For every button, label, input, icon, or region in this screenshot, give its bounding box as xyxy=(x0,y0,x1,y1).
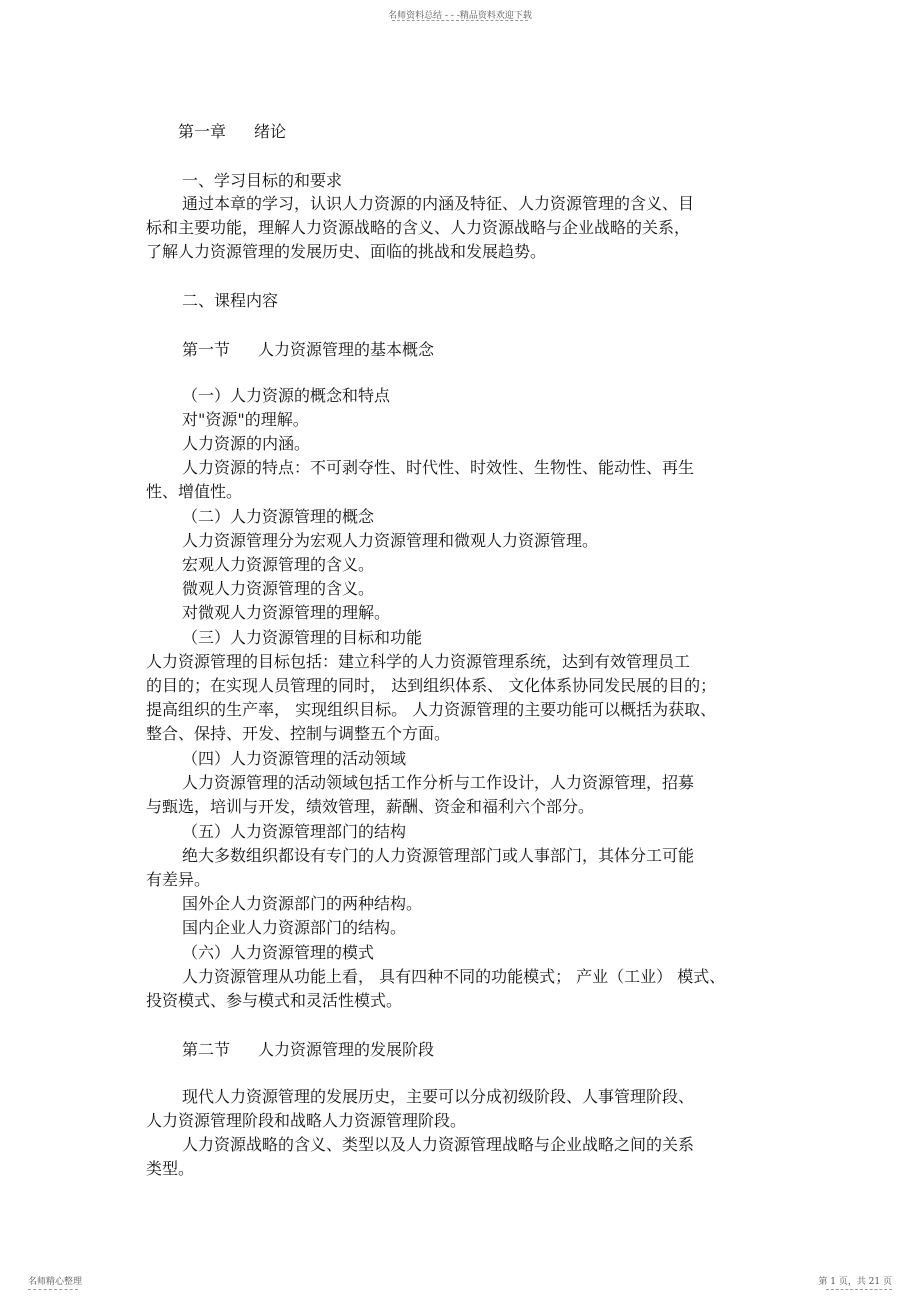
paragraph-line: 与甄选，培训与开发，绩效管理，薪酬、资金和福利六个部分。 xyxy=(146,797,595,816)
chapter-label: 第一章 xyxy=(178,122,227,141)
paragraph-line: 通过本章的学习，认识人力资源的内涵及特征、人力资源管理的含义、目 xyxy=(182,194,695,213)
paragraph-line: 标和主要功能，理解人力资源战略的含义、人力资源战略与企业战略的关系， xyxy=(146,218,691,237)
header-divider xyxy=(392,20,528,21)
paragraph-line: 人力资源管理分为宏观人力资源管理和微观人力资源管理。 xyxy=(182,531,599,550)
page-number: 第 1 页，共 21 页 xyxy=(818,1277,892,1287)
footer-left-divider xyxy=(28,1289,78,1290)
subheading-1: （一）人力资源的概念和特点 xyxy=(182,386,391,405)
paragraph-line: 整合、保持、开发、控制与调整五个方面。 xyxy=(146,724,451,743)
paragraph-line: 人力资源管理从功能上看， 具有四种不同的功能模式； 产业（工业） 模式、 xyxy=(182,967,726,986)
paragraph-line: 人力资源管理阶段和战略人力资源管理阶段。 xyxy=(146,1111,467,1130)
paragraph-line: 投资模式、参与模式和灵活性模式。 xyxy=(146,991,403,1010)
paragraph-line: 的目的；在实现人员管理的同时， 达到组织体系、 文化体系协同发民展的目的； xyxy=(146,676,717,695)
paragraph-line: 对微观人力资源管理的理解。 xyxy=(182,603,391,622)
subheading-6: （六）人力资源管理的模式 xyxy=(182,943,375,962)
paragraph-line: 宏观人力资源管理的含义。 xyxy=(182,555,375,574)
paragraph-line: 国内企业人力资源部门的结构。 xyxy=(182,918,407,937)
footer-left: 名师精心整理 xyxy=(28,1277,83,1287)
part-2-heading xyxy=(182,1040,434,1060)
paragraph-line: 人力资源的特点：不可剥夺性、时代性、时效性、生物性、能动性、再生 xyxy=(182,458,695,477)
paragraph-line: 人力资源的内涵。 xyxy=(182,434,311,453)
paragraph-line: 提高组织的生产率， 实现组织目标。 人力资源管理的主要功能可以概括为获取、 xyxy=(146,700,717,719)
paragraph-line: 现代人力资源管理的发展历史，主要可以分成初级阶段、人事管理阶段、 xyxy=(182,1087,695,1106)
paragraph-line: 人力资源战略的含义、类型以及人力资源管理战略与企业战略之间的关系 xyxy=(182,1135,695,1154)
paragraph-line: 人力资源管理的目标包括：建立科学的人力资源管理系统，达到有效管理员工 xyxy=(146,652,691,671)
part-1-heading xyxy=(182,340,434,360)
page-header: 名师资料总结 - - -精品资料欢迎下载 xyxy=(388,11,532,21)
subheading-2: （二）人力资源管理的概念 xyxy=(182,507,375,526)
paragraph-line: 微观人力资源管理的含义。 xyxy=(182,579,375,598)
paragraph-line: 对"资源"的理解。 xyxy=(182,410,309,429)
part-2-title: 人力资源管理的发展阶段 xyxy=(258,1040,435,1059)
paragraph-line: 性、增值性。 xyxy=(146,482,243,501)
paragraph-line: 了解人力资源管理的发展历史、面临的挑战和发展趋势。 xyxy=(146,242,547,261)
footer-right-divider xyxy=(826,1289,892,1290)
paragraph-line: 国外企人力资源部门的两种结构。 xyxy=(182,894,423,913)
part-1-title: 人力资源管理的基本概念 xyxy=(258,340,435,359)
chapter-title: 绪论 xyxy=(254,122,287,141)
chapter-heading xyxy=(178,122,286,142)
section-2-title: 二、课程内容 xyxy=(182,291,279,310)
paragraph-line: 类型。 xyxy=(146,1159,195,1178)
subheading-3: （三）人力资源管理的目标和功能 xyxy=(182,628,423,647)
section-1-title: 一、学习目标的和要求 xyxy=(182,171,343,190)
paragraph-line: 绝大多数组织都设有专门的人力资源管理部门或人事部门，其体分工可能 xyxy=(182,846,695,865)
part-1-label: 第一节 xyxy=(182,340,231,359)
paragraph-line: 人力资源管理的活动领域包括工作分析与工作设计，人力资源管理，招募 xyxy=(182,773,695,792)
subheading-5: （五）人力资源管理部门的结构 xyxy=(182,822,407,841)
part-2-label: 第二节 xyxy=(182,1040,231,1059)
paragraph-line: 有差异。 xyxy=(146,870,211,889)
subheading-4: （四）人力资源管理的活动领域 xyxy=(182,749,407,768)
